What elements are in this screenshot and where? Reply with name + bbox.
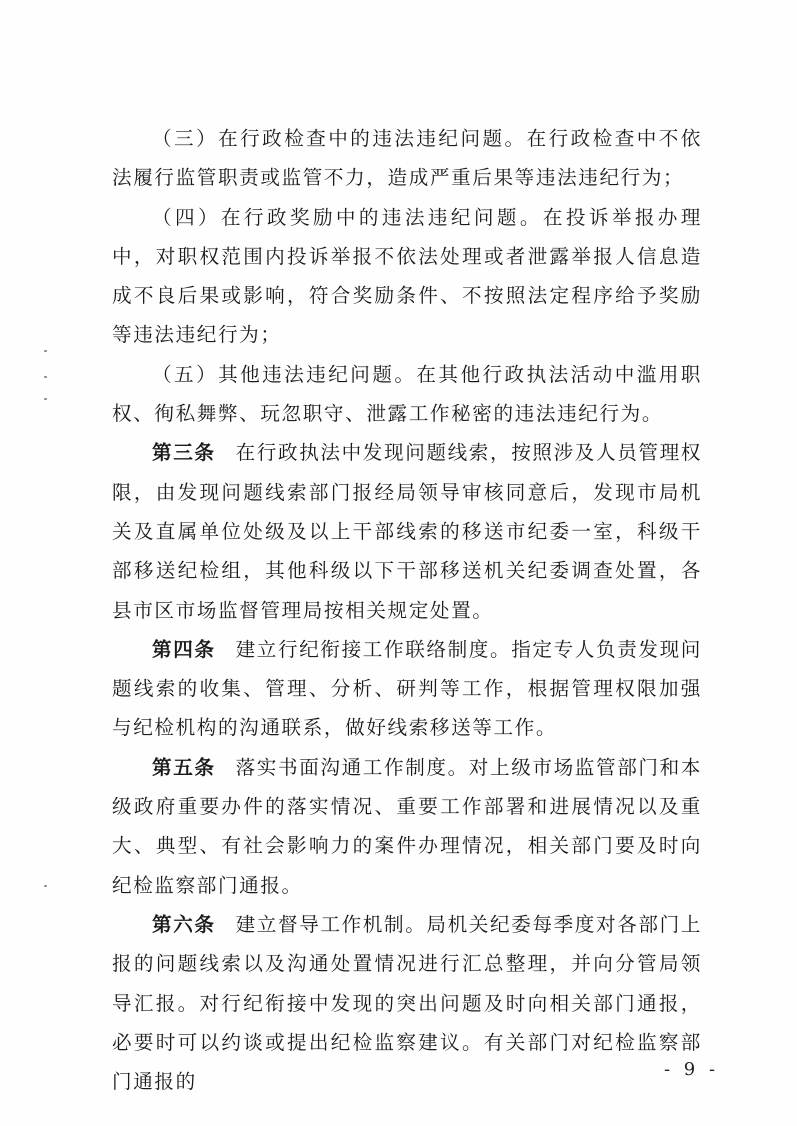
article-3	[112, 433, 702, 629]
article-4	[112, 630, 702, 748]
scan-speck	[44, 885, 47, 887]
article-text: 在行政执法中发现问题线索，按照涉及人员管理权限，由发现问题线索部门报经局领导审核同意后，发现市局机关及直属单位处级及以上干部线索的移送市纪委一室，科级干部移送纪检组，其他科级以下干部移送机关纪委调查处置，各县市区市场监督管理局按相关规定处置。	[112, 441, 702, 622]
article-5	[112, 748, 702, 905]
article-6	[112, 905, 702, 1101]
document-body	[112, 119, 702, 1101]
scan-speck	[44, 350, 47, 352]
article-heading: 第三条	[152, 441, 216, 465]
page-number: - 9 -	[664, 1059, 720, 1080]
paragraph-text: （四）在行政奖励中的违法违纪问题。在投诉举报办理中，对职权范围内投诉举报不依法处理或者泄露举报人信息造成不良后果或影响，符合奖励条件、不按照法定程序给予奖励等违法违纪行为；	[112, 205, 702, 347]
scan-speck	[44, 398, 47, 400]
article-text: 建立行纪衔接工作联络制度。指定专人负责发现问题线索的收集、管理、分析、研判等工作，根据管理权限加强与纪检机构的沟通联系，做好线索移送等工作。	[112, 637, 702, 740]
article-heading: 第六条	[152, 912, 216, 936]
paragraph-item-4	[112, 198, 702, 355]
article-text: 建立督导工作机制。局机关纪委每季度对各部门上报的问题线索以及沟通处置情况进行汇总整理，并向分管局领导汇报。对行纪衔接中发现的突出问题及时向相关部门通报，必要时可以约谈或提出纪检监察建议。有关部门对纪检监察部门通报的	[112, 912, 702, 1094]
article-heading: 第五条	[152, 755, 216, 779]
paragraph-text: （五）其他违法违纪问题。在其他行政执法活动中滥用职权、徇私舞弊、玩忽职守、泄露工作秘密的违法违纪行为。	[112, 362, 702, 426]
paragraph-item-3	[112, 119, 702, 198]
article-heading: 第四条	[152, 637, 216, 661]
paragraph-item-5	[112, 355, 702, 434]
paragraph-text: （三）在行政检查中的违法违纪问题。在行政检查中不依法履行监管职责或监管不力，造成严重后果等违法违纪行为；	[112, 127, 702, 190]
scan-speck	[44, 376, 47, 378]
article-text: 落实书面沟通工作制度。对上级市场监管部门和本级政府重要办件的落实情况、重要工作部署和进展情况以及重大、典型、有社会影响力的案件办理情况，相关部门要及时向纪检监察部门通报。	[112, 755, 702, 897]
